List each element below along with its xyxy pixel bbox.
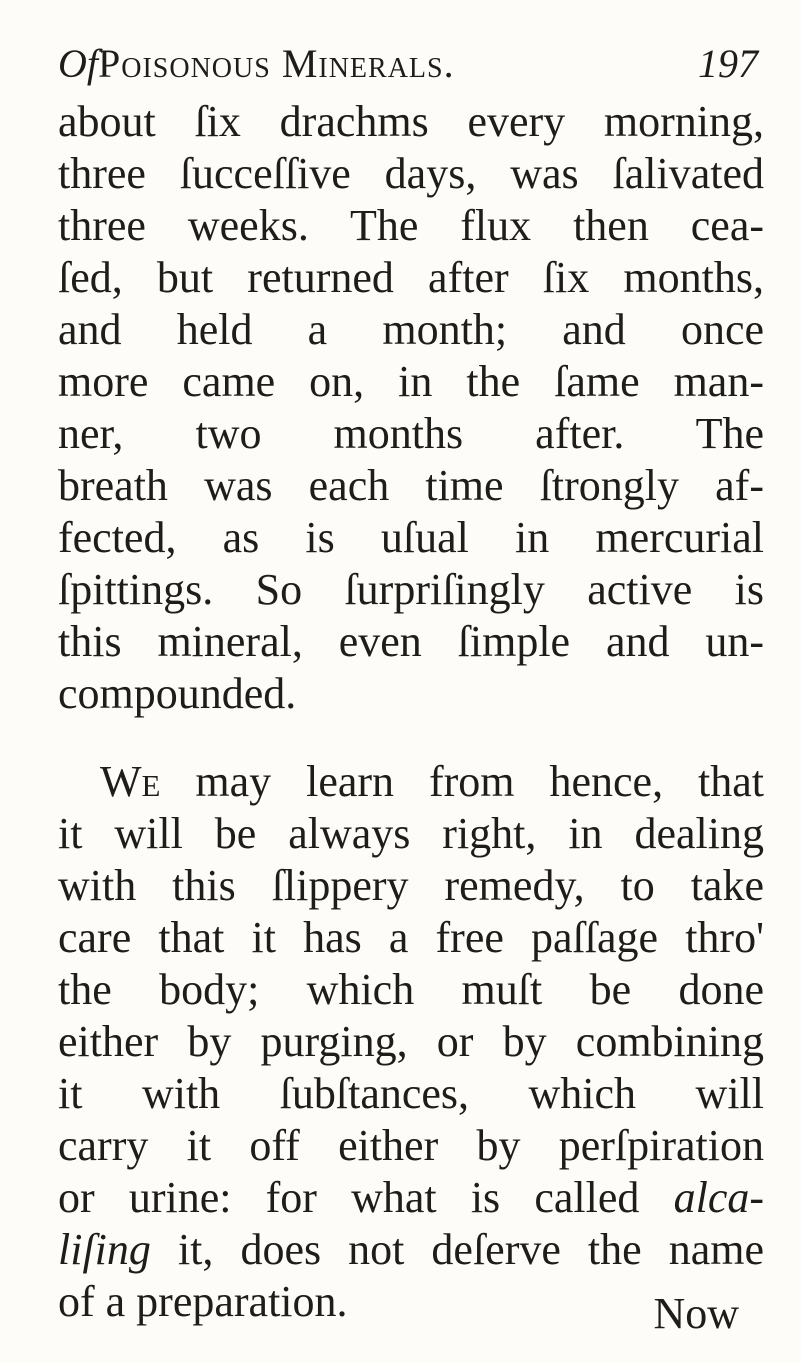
text-line: it with ſubſtances, which will [58,1069,764,1118]
catchword: Now [653,1289,739,1338]
text-line: fected, as is uſual in mercurial [58,513,764,562]
text-line: with this ſlippery remedy, to take [58,861,764,910]
text-line: care that it has a free paſſage thro' [58,913,764,962]
running-head [58,40,758,88]
text-line: three ſucceſſive days, was ſalivated [58,149,764,198]
text-segment: or urine: for what is called [58,1173,640,1222]
text-line: the body; which muſt be done [58,965,764,1014]
text-line: this mineral, even ſimple and un- [58,617,764,666]
text-segment: it, does not deſerve the name [150,1225,764,1274]
text-line: it will be always right, in dealing [58,809,764,858]
running-head-title: Poisonous Minerals. [98,41,455,86]
first-line-rest: may learn from hence, that [160,757,764,806]
text-line: and held a month; and once [58,305,764,354]
text-line-with-italic [58,1172,764,1224]
text-line: ſpittings. So ſurpriſingly active is [58,565,764,614]
text-line: three weeks. The flux then cea- [58,201,764,250]
page-number: 197 [698,41,758,86]
text-line: ſed, but returned after ſix months, [58,253,764,302]
text-line: of a preparation. [58,1277,348,1326]
text-line: either by purging, or by combining [58,1017,764,1066]
text-line: about ſix drachms every morning, [58,97,764,146]
text-line: breath was each time ſtrongly af- [58,461,764,510]
paragraph-opening-line [100,756,764,808]
italic-word: liſing [58,1225,151,1274]
italic-word: alca- [673,1173,764,1222]
running-head-of: Of [58,41,98,86]
text-line: carry it off either by perſpiration [58,1121,764,1170]
text-line-with-italic [58,1224,764,1276]
text-line: compounded. [58,669,297,718]
paragraph-first-word: We [100,757,161,806]
text-line: more came on, in the ſame man- [58,357,764,406]
text-line: ner, two months after. The [58,409,764,458]
